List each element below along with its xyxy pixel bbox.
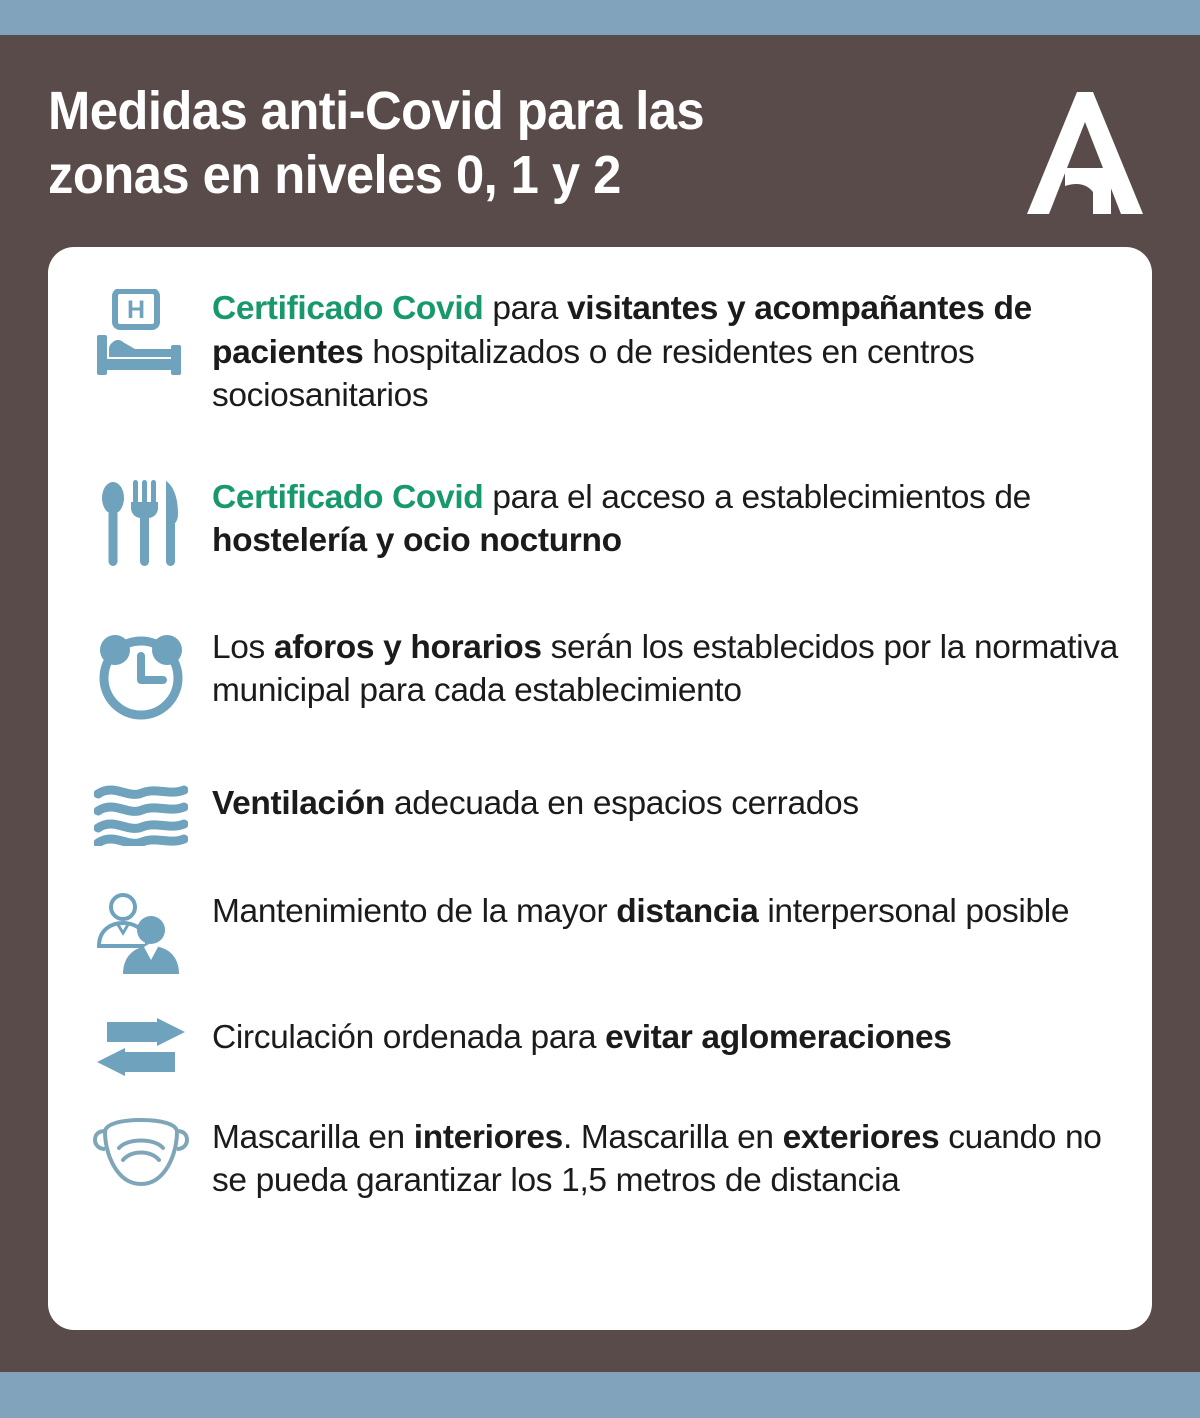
measure-text [212,1114,1122,1203]
measure-text [212,780,1122,826]
measures-card [48,247,1152,1330]
measure-highlight: Certificado Covid [212,478,484,516]
measure-text [212,285,1122,418]
measure-text [212,624,1122,713]
measure-text [212,474,1122,563]
page-title [48,80,704,207]
alarm-clock-icon [88,624,194,722]
measure-bold: visitantes y acompañantes de pacientes [212,290,1032,371]
measure-plain: cuando no se pueda garantizar los 1,5 metros de distancia [212,1118,1102,1200]
measure-plain: Los [212,628,274,666]
measure-bold: interiores [413,1118,563,1156]
measure-item [78,474,1122,568]
hospital-bed-icon [88,285,194,381]
measure-bold: evitar aglomeraciones [605,1018,952,1056]
measure-plain: adecuada en espacios cerrados [385,784,859,822]
measure-plain: interpersonal posible [758,892,1070,930]
measure-bold: exteriores [782,1118,940,1156]
measure-plain: Mantenimiento de la mayor [212,892,617,930]
measure-item [78,1114,1122,1203]
measure-bold: distancia [616,892,759,930]
measure-plain: Circulación ordenada para [212,1018,606,1056]
measure-plain: . Mascarilla en [562,1118,783,1156]
two-people-distance-icon [88,888,194,976]
measure-plain: serán los establecidos por la normativa municipal para cada establecimiento [212,628,1118,710]
measure-bold: hostelería y ocio nocturno [212,522,622,560]
measure-item [78,780,1122,846]
measure-item [78,1014,1122,1078]
cutlery-icon [88,474,194,568]
title-line-1: Medidas anti-Covid para las [48,81,705,141]
measure-highlight: Certificado Covid [212,290,484,327]
junta-de-andalucia-logo [1025,88,1145,218]
ventilation-waves-icon [88,780,194,846]
two-way-arrows-icon [88,1014,194,1078]
measure-plain: para [483,290,567,327]
poster-header [0,35,1200,250]
measure-plain: hospitalizados o de residentes en centros sociosanitarios [212,333,975,415]
measure-bold: Ventilación [212,784,386,822]
measure-bold: aforos y horarios [273,628,542,666]
measure-text [212,888,1122,934]
measure-plain: Mascarilla en [212,1118,414,1156]
measure-plain: para el acceso a establecimientos de [483,478,1031,516]
face-mask-icon [88,1114,194,1192]
measure-item [78,624,1122,722]
title-line-2: zonas en niveles 0, 1 y 2 [48,144,621,205]
measure-text [212,1014,1122,1060]
measure-item [78,285,1122,418]
measure-item [78,888,1122,976]
svg-text:H: H [126,296,146,324]
